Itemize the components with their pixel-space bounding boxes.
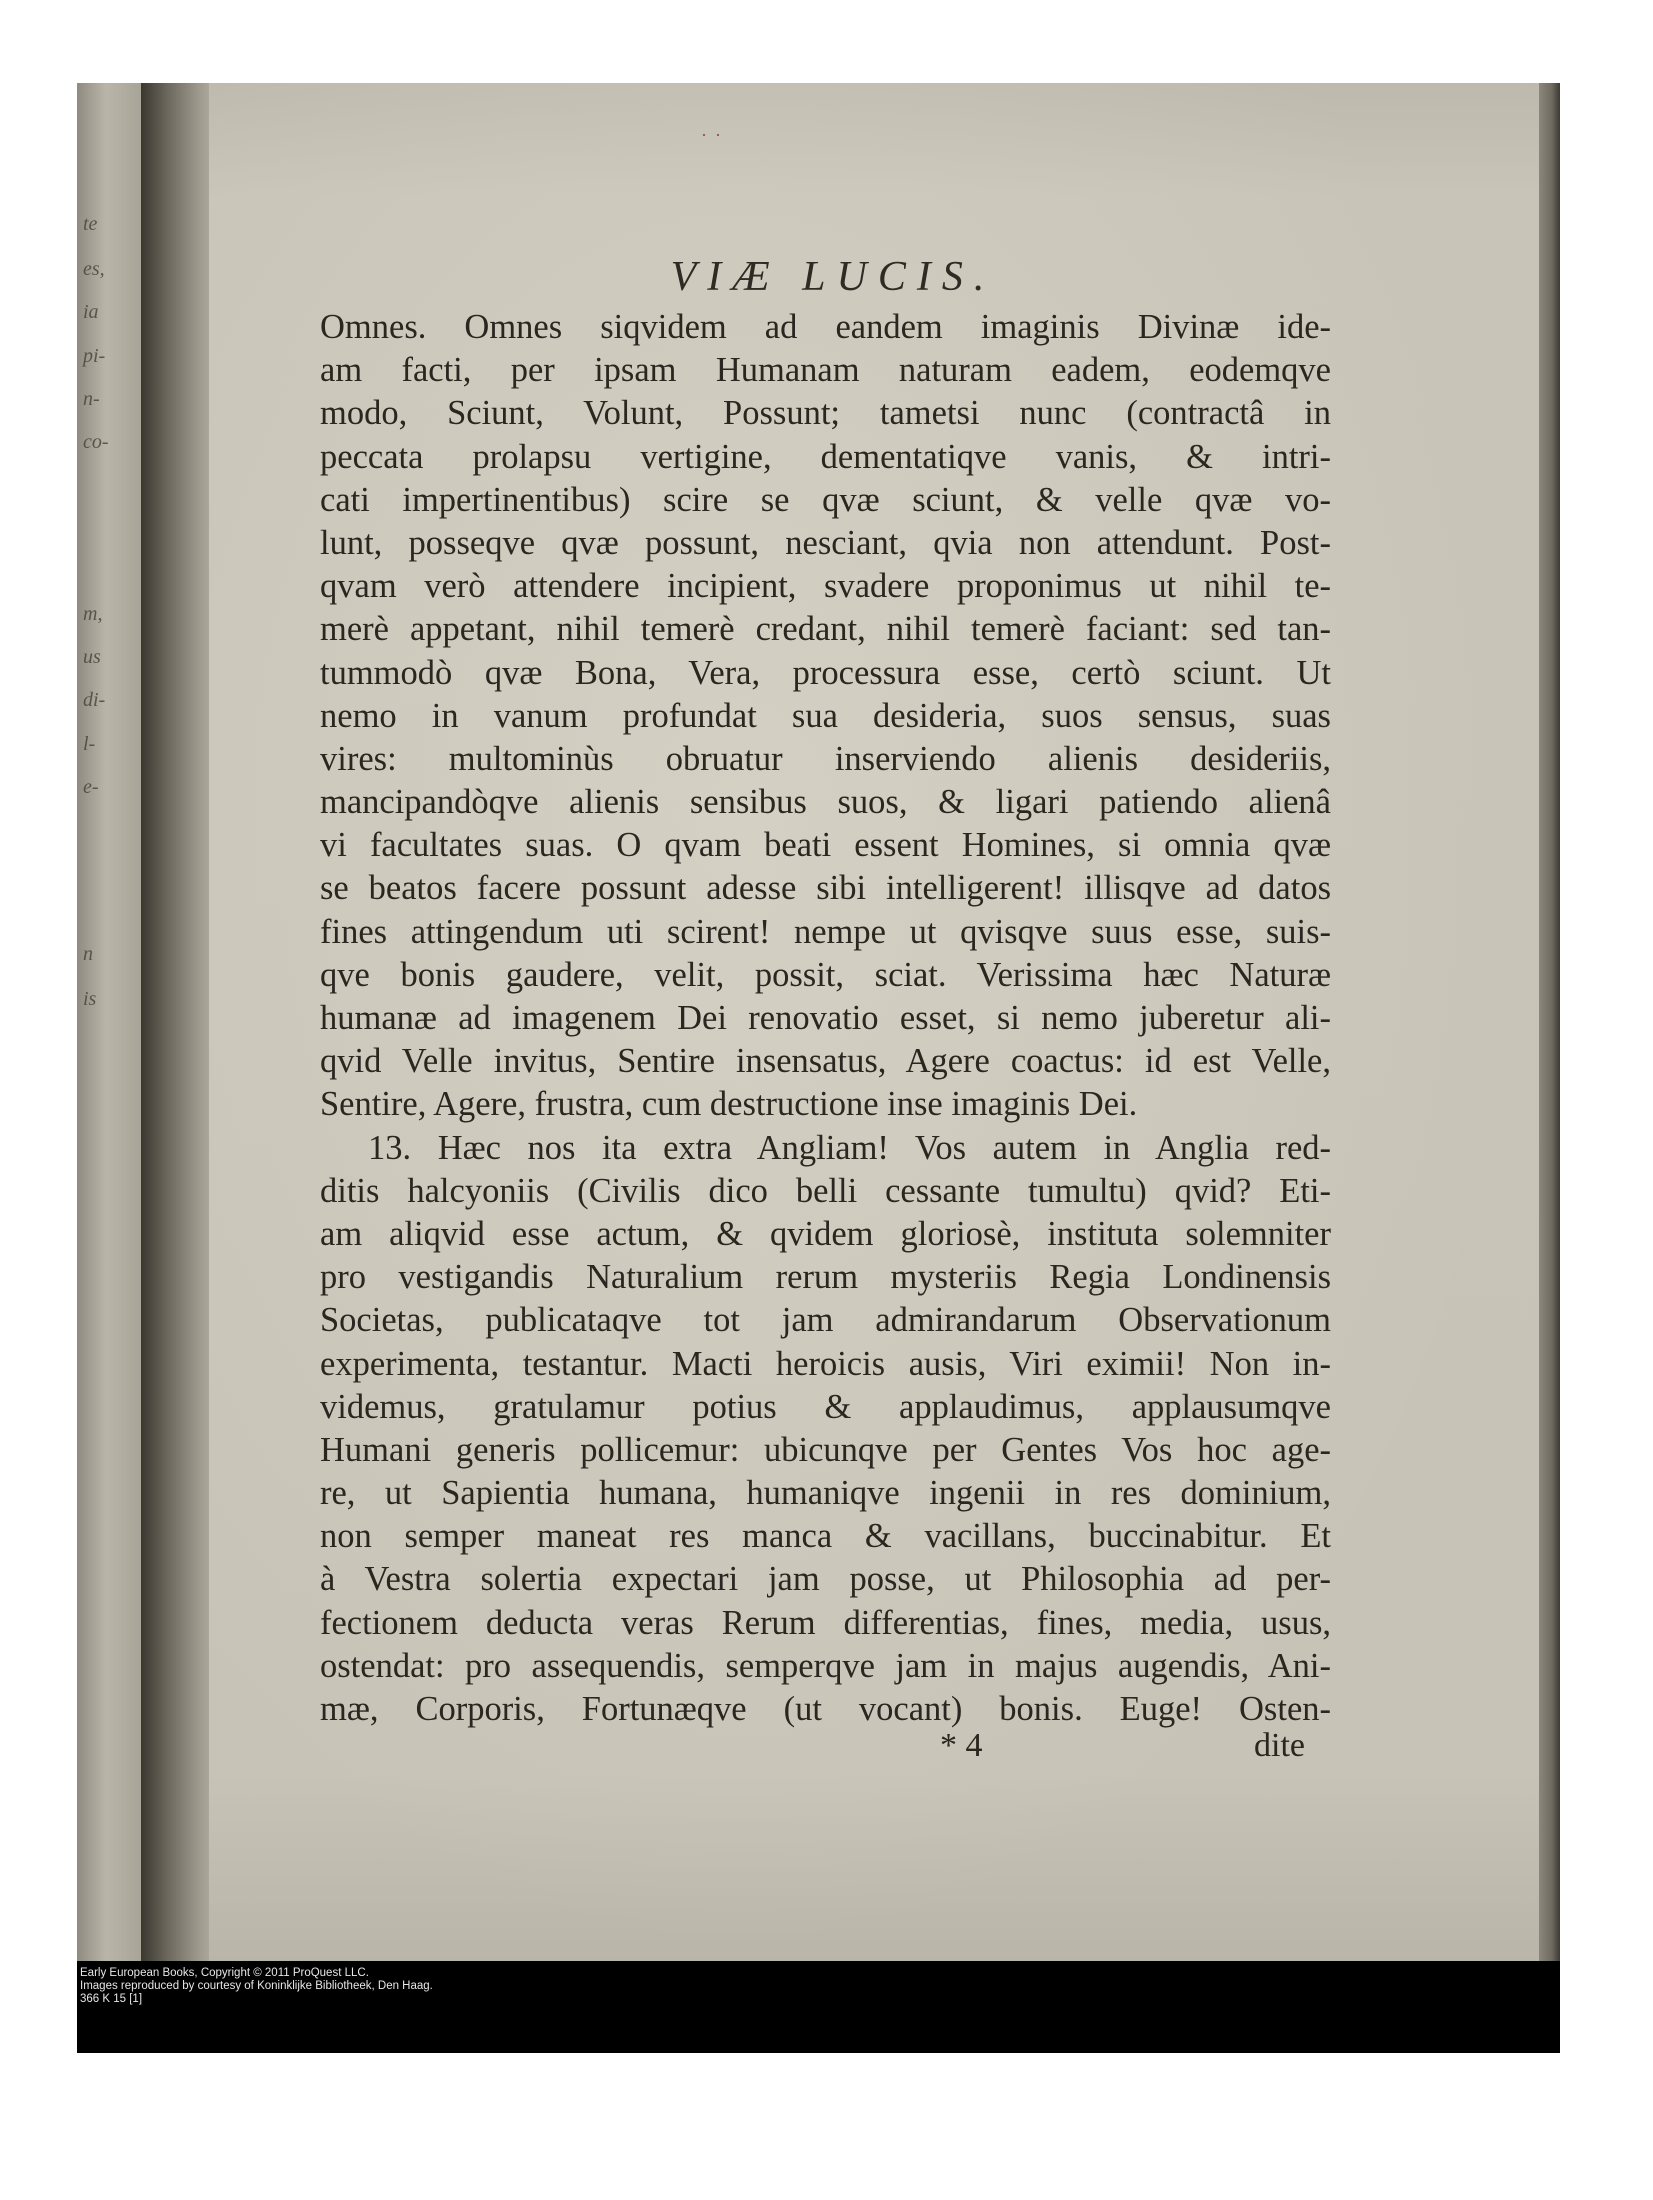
running-head: VIÆ LUCIS. [670, 254, 996, 300]
signature-mark: * 4 [940, 1727, 983, 1764]
footer-copyright: Early European Books, Copyright © 2011 ProQuest LLC. [80, 1967, 369, 1979]
ink-mark: ·· [701, 125, 729, 145]
text-line: à Vestra solertia expectari jam posse, ut Philosophia ad per- [320, 1560, 1331, 1599]
text-line: peccata prolapsu vertigine, dementatiqve vanis, & intri- [320, 437, 1331, 476]
book-page [209, 83, 1539, 1961]
text-line: 13. Hæc nos ita extra Angliam! Vos autem in Anglia red- [368, 1128, 1331, 1167]
marginal-fragment: te [83, 213, 98, 235]
text-line: modo, Sciunt, Volunt, Possunt; tametsi nunc (contractâ in [320, 394, 1331, 433]
marginal-fragment: di- [83, 689, 106, 711]
text-line: Sentire, Agere, frustra, cum destructione inse imaginis Dei. [320, 1085, 1138, 1124]
text-line: qve bonis gaudere, velit, possit, sciat. Verissima hæc Naturæ [320, 955, 1331, 994]
text-line: nemo in vanum profundat sua desideria, suos sensus, suas [320, 696, 1331, 735]
text-line: Omnes. Omnes siqvidem ad eandem imaginis Divinæ ide- [320, 308, 1331, 346]
footer-shelfmark: 366 K 15 [1] [80, 1993, 143, 2005]
text-line: mancipandòqve alienis sensibus suos, & ligari patiendo alienâ [320, 783, 1331, 822]
marginal-fragment: us [83, 646, 101, 668]
text-line: vi facultates suas. O qvam beati essent Homines, si omnia qvæ [320, 826, 1331, 865]
copyright-footer [77, 1961, 1560, 2053]
text-line: fines attingendum uti scirent! nempe ut qvisqve suus esse, suis- [320, 912, 1331, 951]
text-line: vires: multominùs obruatur inserviendo alienis desideriis, [320, 739, 1331, 778]
text-line: fectionem deducta veras Rerum differentias, fines, media, usus, [320, 1603, 1331, 1642]
marginal-fragment: n- [83, 388, 100, 410]
text-line: qvid Velle invitus, Sentire insensatus, Agere coactus: id est Velle, [320, 1042, 1331, 1081]
catchword: dite [1254, 1727, 1305, 1764]
marginal-fragment: n [83, 943, 93, 965]
text-line: tummodò qvæ Bona, Vera, processura esse, certò sciunt. Ut [320, 653, 1331, 692]
text-line: cati impertinentibus) scire se qvæ sciunt, & velle qvæ vo- [320, 480, 1331, 519]
text-line: non semper maneat res manca & vacillans, buccinabitur. Et [320, 1517, 1331, 1556]
text-line: qvam verò attendere incipient, svadere proponimus ut nihil te- [320, 567, 1331, 606]
text-line: pro vestigandis Naturalium rerum mysteriis Regia Londinensis [320, 1258, 1331, 1297]
text-line: ostendat: pro assequendis, semperqve jam in majus augendis, Ani- [320, 1646, 1331, 1685]
marginal-fragment: es, [83, 258, 105, 280]
marginal-fragment: l- [83, 733, 96, 755]
marginal-fragment: e- [83, 776, 99, 798]
text-line: am facti, per ipsam Humanam naturam eadem, eodemqve [320, 351, 1331, 390]
text-line: am aliqvid esse actum, & qvidem gloriosè, instituta solemniter [320, 1214, 1331, 1253]
marginal-fragment: co- [83, 431, 109, 453]
marginal-fragment: ia [83, 301, 99, 323]
footer-courtesy: Images reproduced by courtesy of Koninklijke Bibliotheek, Den Haag. [80, 1980, 433, 1992]
body-text [320, 306, 1331, 1731]
marginal-fragment: is [83, 988, 97, 1010]
text-line: re, ut Sapientia humana, humaniqve ingenii in res dominium, [320, 1474, 1331, 1513]
marginal-fragment: pi- [83, 345, 106, 367]
text-line: merè appetant, nihil temerè credant, nihil temerè faciant: sed tan- [320, 610, 1331, 649]
text-line: Societas, publicataqve tot jam admirandarum Observationum [320, 1301, 1331, 1340]
facing-page-edge [77, 83, 141, 1961]
book-gutter [141, 83, 219, 1961]
text-line: videmus, gratulamur potius & applaudimus, applausumqve [320, 1387, 1331, 1426]
text-line: experimenta, testantur. Macti heroicis ausis, Viri eximii! Non in- [320, 1344, 1331, 1383]
text-line: Humani generis pollicemur: ubicunqve per Gentes Vos hoc age- [320, 1430, 1331, 1469]
text-line: humanæ ad imagenem Dei renovatio esset, si nemo juberetur ali- [320, 999, 1331, 1037]
page-fore-edge [1539, 83, 1560, 1961]
text-line: lunt, posseqve qvæ possunt, nesciant, qvia non attendunt. Post- [320, 523, 1331, 562]
marginal-fragment: m, [83, 603, 103, 625]
text-line: se beatos facere possunt adesse sibi intelligerent! illisqve ad datos [320, 869, 1331, 908]
scan-frame [77, 83, 1560, 2053]
text-line: mæ, Corporis, Fortunæqve (ut vocant) bonis. Euge! Osten- [320, 1690, 1331, 1728]
text-line: ditis halcyoniis (Civilis dico belli cessante tumultu) qvid? Eti- [320, 1171, 1331, 1210]
